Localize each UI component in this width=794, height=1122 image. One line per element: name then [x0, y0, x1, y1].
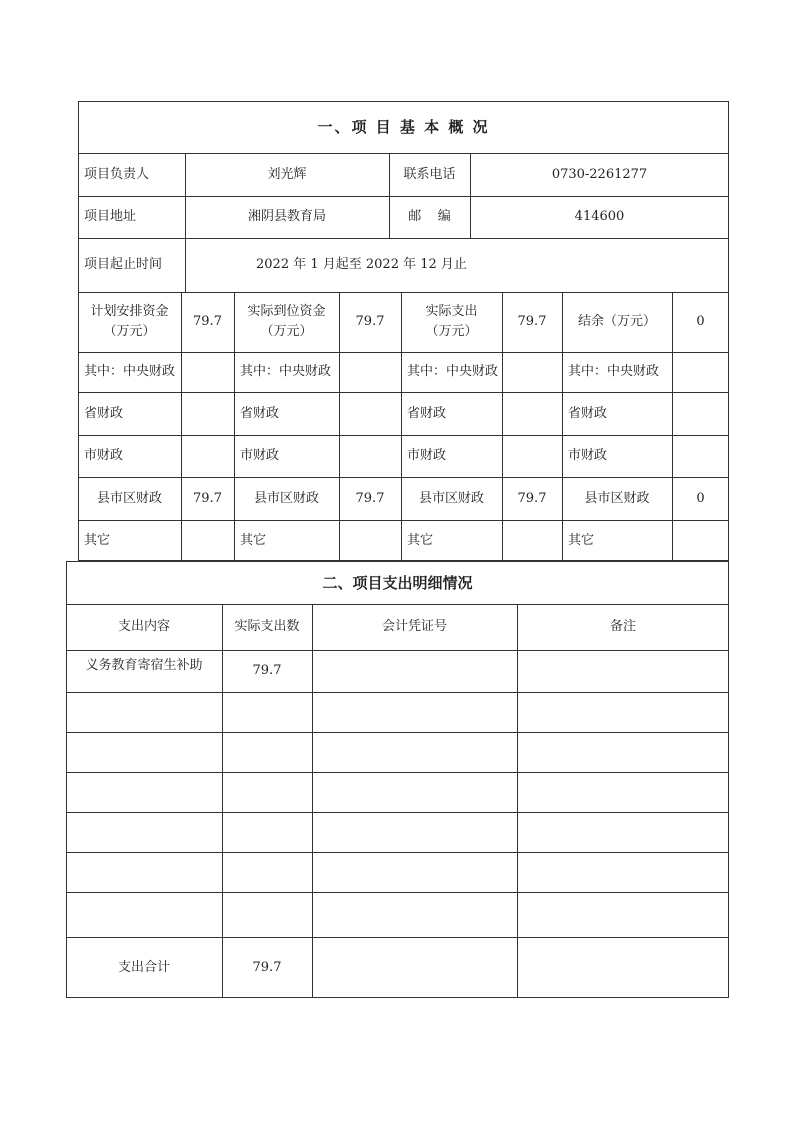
- funds-row-value: [181, 352, 234, 392]
- received-funds-value: 79.7: [355, 314, 385, 329]
- funds-row-value: [181, 392, 234, 435]
- detail-cell-remarks: [517, 650, 729, 692]
- detail-cell-voucher: [312, 772, 517, 812]
- detail-cell-amount: [222, 692, 312, 732]
- leader-value: 刘光辉: [267, 166, 307, 182]
- funds-row-value: [672, 520, 729, 561]
- actual-spend-value: 79.7: [517, 314, 547, 329]
- leader-label: 项目负责人: [84, 166, 150, 182]
- address-value: 湘阴县教育局: [247, 209, 326, 224]
- detail-cell-amount: [222, 892, 312, 937]
- funds-row-value: [672, 352, 729, 392]
- detail-cell-remarks: [517, 812, 729, 852]
- detail-header-content: 支出内容: [117, 619, 170, 634]
- detail-cell-content: [66, 812, 222, 852]
- funds-row-value: [339, 520, 401, 561]
- detail-cell-content: [66, 852, 222, 892]
- received-funds-label-line1: 实际到位资金: [247, 304, 326, 319]
- received-funds-label-line2: （万元）: [260, 324, 313, 339]
- received-funds-label: [234, 292, 339, 352]
- phone-label: 联系电话: [403, 166, 456, 182]
- planned-funds-label-line1: 计划安排资金: [90, 304, 169, 319]
- funds-row-label: 市财政: [84, 448, 124, 463]
- detail-cell-content: 义务教育寄宿生补助: [85, 658, 203, 673]
- detail-header-voucher: 会计凭证号: [381, 619, 447, 634]
- funds-row-value: 79.7: [517, 490, 547, 506]
- funds-row-label: 其中：中央财政: [84, 364, 176, 379]
- detail-cell-voucher: [312, 692, 517, 732]
- funds-row-value: 0: [696, 490, 705, 506]
- funds-row-label: 市财政: [568, 448, 608, 463]
- funds-row-label: 省财政: [240, 405, 280, 421]
- period-value: 2022 年 1 月起至 2022 年 12 月止: [256, 257, 467, 272]
- funds-row-value: 79.7: [193, 490, 222, 506]
- balance-value: 0: [696, 314, 705, 329]
- funds-row-value: [672, 435, 729, 477]
- planned-funds-label: [78, 292, 181, 352]
- funds-row-label: 省财政: [407, 405, 447, 421]
- detail-cell-remarks: [517, 732, 729, 772]
- funds-row-label: 县市区财政: [584, 490, 650, 506]
- postcode-label: 邮 编: [408, 209, 451, 224]
- detail-cell-amount: 79.7: [252, 663, 282, 678]
- funds-row-value: [181, 435, 234, 477]
- funds-row-label: 县市区财政: [418, 490, 484, 506]
- section1-title: 一、项 目 基 本 概 况: [317, 118, 490, 136]
- planned-funds-value: 79.7: [193, 314, 222, 329]
- funds-row-value: [502, 392, 562, 435]
- detail-header-remarks: 备注: [609, 619, 636, 634]
- detail-cell-remarks: [517, 692, 729, 732]
- funds-row-label: 县市区财政: [96, 490, 162, 506]
- detail-cell-amount: [222, 772, 312, 812]
- postcode-value: 414600: [574, 209, 625, 224]
- detail-cell-voucher: [312, 732, 517, 772]
- detail-header-amount: 实际支出数: [234, 619, 300, 634]
- planned-funds-label-line2: （万元）: [103, 324, 156, 339]
- detail-cell-voucher: [312, 852, 517, 892]
- actual-spend-label: [401, 292, 502, 352]
- detail-cell-amount: [222, 812, 312, 852]
- section2-title: 二、项目支出明细情况: [322, 573, 473, 592]
- funds-row-label: 其中：中央财政: [407, 364, 499, 379]
- detail-cell-remarks: [517, 892, 729, 937]
- funds-row-label: 省财政: [84, 405, 124, 421]
- detail-cell-content: [66, 772, 222, 812]
- funds-row-value: [672, 392, 729, 435]
- actual-spend-label-line1: 实际支出: [425, 304, 478, 319]
- funds-row-value: [502, 435, 562, 477]
- detail-cell-content: [66, 892, 222, 937]
- funds-row-value: [339, 435, 401, 477]
- total-label: 支出合计: [117, 959, 170, 975]
- period-label: 项目起止时间: [84, 257, 163, 272]
- funds-row-value: [339, 352, 401, 392]
- detail-cell-voucher: [312, 892, 517, 937]
- funds-row-label: 其它: [84, 532, 111, 548]
- funds-row-label: 其中：中央财政: [568, 364, 660, 379]
- funds-row-value: [181, 520, 234, 561]
- detail-cell-amount: [222, 852, 312, 892]
- funds-row-label: 其它: [240, 532, 267, 548]
- funds-row-value: 79.7: [355, 490, 385, 506]
- funds-row-label: 其中：中央财政: [240, 364, 332, 379]
- actual-spend-label-line2: （万元）: [425, 324, 478, 339]
- detail-cell-voucher: [312, 650, 517, 692]
- detail-cell-amount: [222, 732, 312, 772]
- funds-row-label: 其它: [568, 532, 595, 548]
- funds-row-label: 其它: [407, 532, 434, 548]
- total-value: 79.7: [252, 959, 282, 975]
- funds-row-value: [502, 352, 562, 392]
- detail-cell-remarks: [517, 772, 729, 812]
- address-label: 项目地址: [84, 209, 137, 224]
- funds-row-value: [339, 392, 401, 435]
- balance-label: 结余（万元）: [577, 314, 656, 329]
- funds-row-label: 市财政: [240, 448, 280, 463]
- funds-row-value: [502, 520, 562, 561]
- funds-row-label: 市财政: [407, 448, 447, 463]
- funds-row-label: 县市区财政: [253, 490, 319, 506]
- phone-value: 0730-2261277: [551, 166, 648, 182]
- detail-cell-voucher: [312, 812, 517, 852]
- funds-row-label: 省财政: [568, 405, 608, 421]
- detail-cell-content: [66, 732, 222, 772]
- detail-cell-remarks: [517, 852, 729, 892]
- detail-cell-content: [66, 692, 222, 732]
